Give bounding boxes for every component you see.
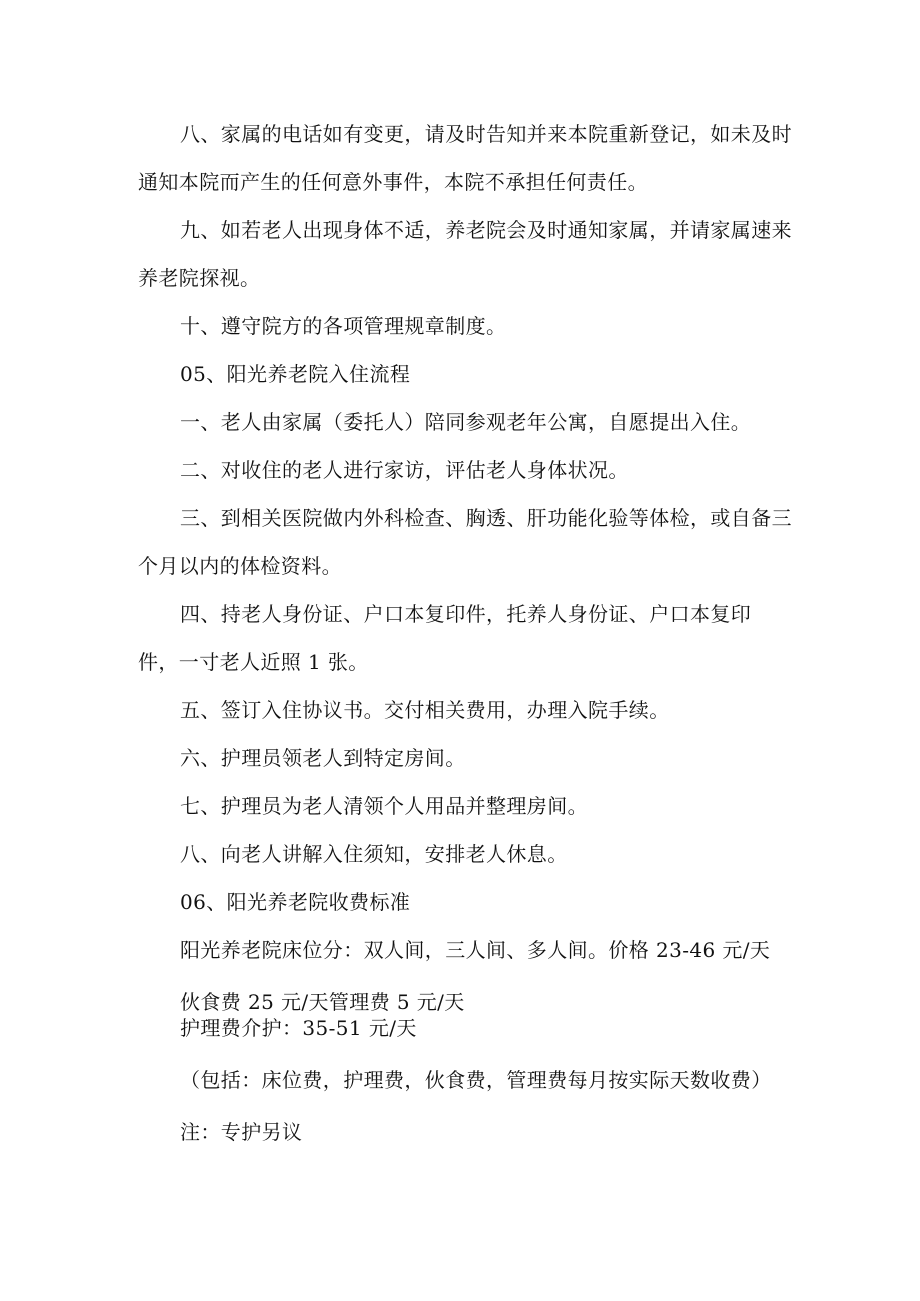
paragraph-line: 一、老人由家属（委托人）陪同参观老年公寓，自愿提出入住。 (180, 410, 752, 434)
note-line: 注：专护另议 (180, 1120, 303, 1144)
section-heading: 06、阳光养老院收费标准 (180, 890, 411, 914)
paragraph-line: 十、遵守院方的各项管理规章制度。 (180, 314, 507, 338)
paragraph-line: 四、持老人身份证、户口本复印件，托养人身份证、户口本复印 (180, 602, 752, 626)
paragraph-line: 九、如若老人出现身体不适，养老院会及时通知家属，并请家属速来 (180, 218, 792, 242)
paragraph-line: 养老院探视。 (138, 266, 261, 290)
paragraph-line: 五、签订入住协议书。交付相关费用，办理入院手续。 (180, 698, 670, 722)
paragraph-line: 护理费介护：35-51 元/天 (180, 1016, 417, 1040)
paragraph-line: 伙食费 25 元/天管理费 5 元/天 (180, 990, 465, 1014)
paragraph-line: 三、到相关医院做内外科检查、胸透、肝功能化验等体检，或自备三 (180, 506, 792, 530)
paragraph-line: 六、护理员领老人到特定房间。 (180, 746, 466, 770)
paragraph-line: 件，一寸老人近照 1 张。 (138, 650, 369, 674)
paragraph-line: 八、向老人讲解入住须知，安排老人休息。 (180, 842, 568, 866)
paragraph-line: 阳光养老院床位分：双人间，三人间、多人间。价格 23-46 元/天 (180, 938, 771, 962)
paragraph-line: 八、家属的电话如有变更，请及时告知并来本院重新登记，如未及时 (180, 122, 792, 146)
paragraph-line: 个月以内的体检资料。 (138, 554, 342, 578)
paragraph-line: 通知本院而产生的任何意外事件，本院不承担任何责任。 (138, 170, 648, 194)
paragraph-line: （包括：床位费，护理费，伙食费，管理费每月按实际天数收费） (180, 1068, 772, 1092)
paragraph-line: 二、对收住的老人进行家访，评估老人身体状况。 (180, 458, 629, 482)
paragraph-line: 七、护理员为老人清领个人用品并整理房间。 (180, 794, 588, 818)
section-heading: 05、阳光养老院入住流程 (180, 362, 411, 386)
